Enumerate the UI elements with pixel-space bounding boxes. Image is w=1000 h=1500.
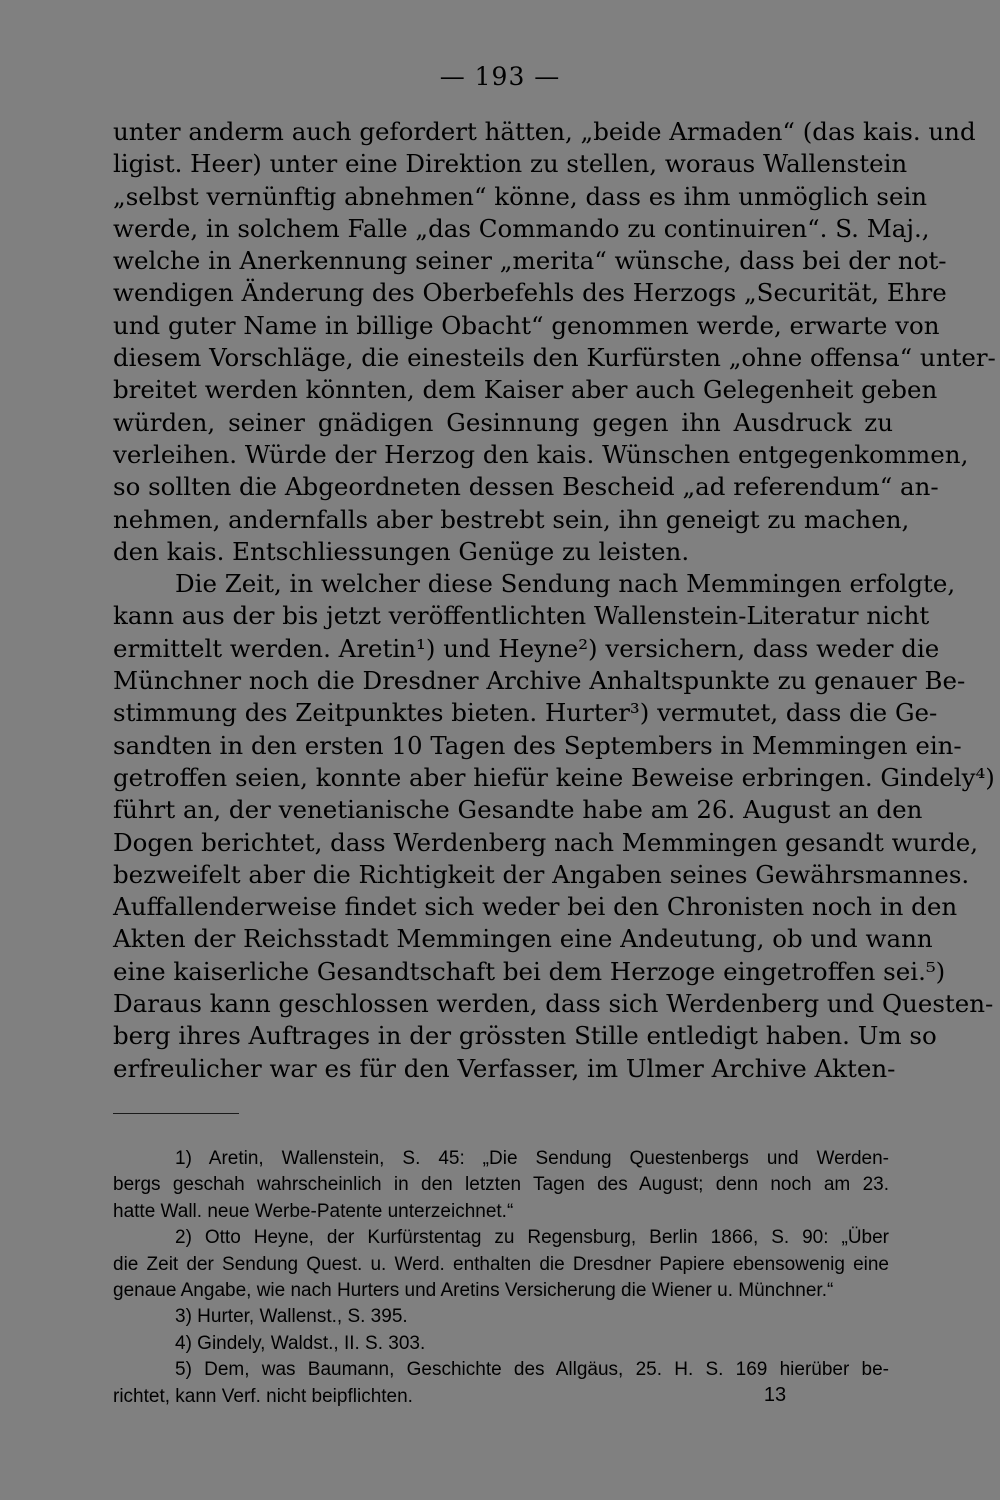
text-line: ligist. Heer) unter eine Direktion zu stellen, woraus Wallenstein [113,149,908,179]
text-line: eine kaiserliche Gesandtschaft bei dem Herzoge eingetroffen sei.⁵) [113,956,946,986]
footnote-line: 5) Dem, was Baumann, Geschichte des Allgäus, 25. H. S. 169 hierüber be- [175,1359,889,1381]
text-line: würden, seiner gnädigen Gesinnung gegen ihn Ausdruck zu [113,407,893,437]
footnote-line: bergs geschah wahrscheinlich in den letzten Tagen des August; denn noch am 23. [113,1174,889,1196]
text-line: unter anderm auch gefordert hätten, „beide Armaden“ (das kais. und [113,117,976,146]
text-line: stimmung des Zeitpunktes bieten. Hurter³) vermutet, dass die Ge- [113,698,938,728]
text-line: erfreulicher war es für den Verfasser, im Ulmer Archive Akten- [113,1053,896,1083]
text-line: verleihen. Würde der Herzog den kais. Wünschen entgegenkommen, [113,439,969,469]
footnote-line: 4) Gindely, Waldst., II. S. 303. [175,1332,426,1354]
footnote-line: hatte Wall. neue Werbe-Patente unterzeichnet.“ [113,1200,514,1222]
text-line: Daraus kann geschlossen werden, dass sich Werdenberg und Questen- [113,989,994,1019]
text-line: ermittelt werden. Aretin¹) und Heyne²) versichern, dass weder die [113,633,940,663]
footnote-line: 3) Hurter, Wallenst., S. 395. [175,1306,408,1328]
signature-mark: 13 [763,1384,787,1406]
footnote-line: 1) Aretin, Wallenstein, S. 45: „Die Sendung Questenbergs und Werden- [175,1148,889,1169]
text-line: nehmen, andernfalls aber bestrebt sein, ihn geneigt zu machen, [113,504,910,534]
text-line: so sollten die Abgeordneten dessen Bescheid „ad referendum“ an- [113,472,939,502]
footnote-line: 2) Otto Heyne, der Kurfürstentag zu Regensburg, Berlin 1866, S. 90: „Über [175,1227,889,1249]
text-line: sandten in den ersten 10 Tagen des Septembers in Memmingen ein- [113,730,962,760]
footnote-line: richtet, kann Verf. nicht beipflichten. [113,1385,413,1407]
text-line: diesem Vorschläge, die einesteils den Kurfürsten „ohne offensa“ unter- [113,343,996,373]
footnote-divider [113,1113,239,1114]
text-line: den kais. Entschliessungen Genüge zu leisten. [113,536,690,566]
text-line: werde, in solchem Falle „das Commando zu continuiren“. S. Maj., [113,213,930,243]
text-line: kann aus der bis jetzt veröffentlichten Wallenstein-Literatur nicht [113,601,930,631]
text-line: welche in Anerkennung seiner „merita“ wünsche, dass bei der not- [113,246,947,276]
text-line: und guter Name in billige Obacht“ genommen werde, erwarte von [113,310,940,340]
footnotes [113,1146,889,1410]
text-line: „selbst vernünftig abnehmen“ könne, dass es ihm unmöglich sein [113,181,928,211]
footnote-line: genaue Angabe, wie nach Hurters und Aretins Versicherung die Wiener u. Münchner.“ [113,1279,834,1301]
text-line: Auffallenderweise findet sich weder bei den Chronisten noch in den [113,892,958,922]
text-line: berg ihres Auftrages in der grössten Stille entledigt haben. Um so [113,1021,937,1051]
text-line: Die Zeit, in welcher diese Sendung nach Memmingen erfolgte, [175,569,956,599]
page-number: — 193 — [439,62,561,91]
main-text [113,116,996,1085]
text-line: Akten der Reichsstadt Memmingen eine Andeutung, ob und wann [113,924,933,954]
text-line: wendigen Änderung des Oberbefehls des Herzogs „Securität, Ehre [113,278,947,308]
text-line: bezweifelt aber die Richtigkeit der Angaben seines Gewährsmannes. [113,859,970,889]
text-line: Münchner noch die Dresdner Archive Anhaltspunkte zu genauer Be- [113,666,966,696]
text-line: getroffen seien, konnte aber hiefür keine Beweise erbringen. Gindely⁴) [113,762,995,792]
text-line: führt an, der venetianische Gesandte habe am 26. August an den [113,795,923,825]
text-line: breitet werden könnten, dem Kaiser aber auch Gelegenheit geben [113,375,938,405]
text-line: Dogen berichtet, dass Werdenberg nach Memmingen gesandt wurde, [113,827,979,857]
footnote-line: die Zeit der Sendung Quest. u. Werd. enthalten die Dresdner Papiere ebensowenig eine [113,1253,889,1275]
